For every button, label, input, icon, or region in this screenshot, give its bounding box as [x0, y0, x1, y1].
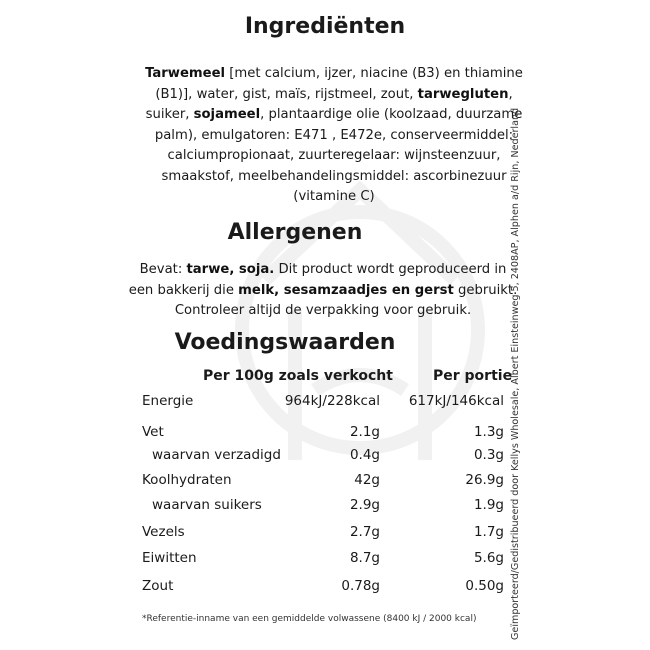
row-value-per-portion: 26.9g — [465, 472, 504, 488]
row-value-per-100g: 8.7g — [349, 550, 380, 566]
text-segment: gebruikt. Controleer altijd de verpakking voor gebruik. — [174, 282, 518, 318]
footnote: *Referentie-inname van een gemiddelde volwassene (8400 kJ / 2000 kcal) — [142, 614, 477, 624]
row-value-per-100g: 0.78g — [341, 578, 380, 594]
bold-segment: tarwe, soja. — [186, 262, 275, 277]
ingredients-title: Ingrediënten — [244, 14, 406, 39]
bold-segment: sojameel — [193, 107, 261, 122]
bold-segment: melk, sesamzaadjes en gerst — [238, 282, 454, 298]
row-value-per-100g: 0.4g — [349, 447, 380, 463]
bold-segment: Tarwemeel — [145, 66, 226, 81]
row-value-per-portion: 1.7g — [473, 524, 504, 540]
row-value-per-portion: 1.3g — [473, 424, 504, 440]
row-value-per-portion: 617kJ/146kcal — [408, 393, 504, 409]
row-value-per-portion: 5.6g — [473, 550, 504, 566]
bold-segment: tarwegluten — [417, 86, 509, 102]
row-label: Zout — [142, 578, 174, 594]
allergens-title: Allergenen — [227, 220, 363, 245]
row-value-per-100g: 2.7g — [349, 524, 380, 540]
row-label: Energie — [142, 393, 194, 409]
nutrition-title: Voedingswaarden — [174, 330, 396, 355]
text-segment: Dit product wordt geproduceerd in een bakkerij die — [128, 262, 507, 298]
row-value-per-100g: 2.9g — [349, 497, 380, 513]
row-value-per-100g: 42g — [354, 472, 380, 488]
text-segment: , plantaardige olie (koolzaad, duurzame palm), emulgatoren: E471 , E472e, conserveermiddel: calciumpropionaat, zuurteregelaar: wijnsteenzuur, smaakstof, meelbehandelingsmiddel: ascorbinezuur (vitamine C) — [154, 107, 523, 204]
row-label: Vet — [142, 424, 164, 440]
row-label: Vezels — [142, 524, 185, 540]
row-value-per-portion: 1.9g — [473, 497, 504, 513]
allergens-text — [128, 260, 518, 322]
row-value-per-100g: 2.1g — [349, 424, 380, 440]
column-header-per-100g: Per 100g zoals verkocht — [203, 368, 393, 384]
ingredients-text — [136, 64, 532, 208]
row-label: waarvan suikers — [152, 497, 262, 513]
text-segment: [met calcium, ijzer, niacine (B3) en thiamine (B1)], water, gist, maïs, rijstmeel, zout, — [155, 66, 523, 102]
row-value-per-100g: 964kJ/228kcal — [284, 393, 380, 409]
row-label: Eiwitten — [142, 550, 197, 566]
row-value-per-portion: 0.3g — [473, 447, 504, 463]
row-value-per-portion: 0.50g — [465, 578, 504, 594]
distributor-text: Geïmporteerd/Gedistribueerd door Kellys Wholesale, Albert Einsteinweg 5, 2408AP, Alphen a/d Rijn, Nederland — [510, 107, 521, 640]
row-label: waarvan verzadigd — [152, 447, 281, 463]
row-label: Koolhydraten — [142, 472, 232, 488]
text-segment: , suiker, — [145, 86, 513, 122]
text-segment: Bevat: — [139, 262, 187, 277]
column-header-per-portion: Per portie — [433, 368, 513, 384]
